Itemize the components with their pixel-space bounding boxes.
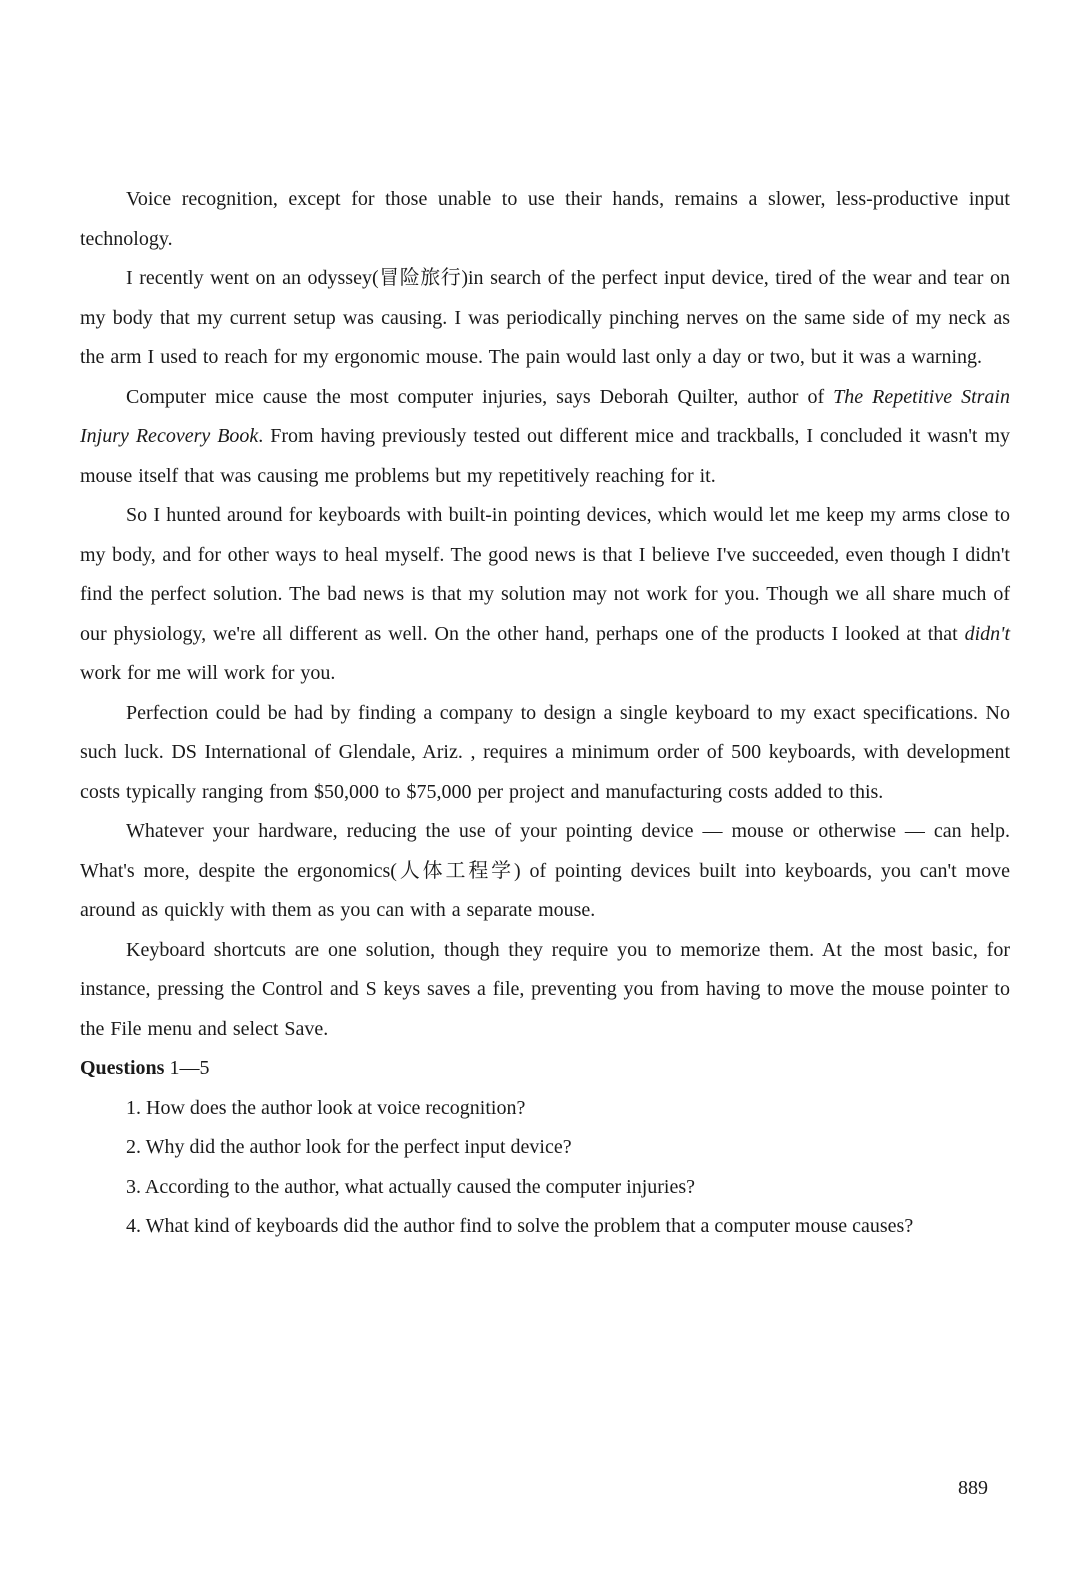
- paragraph-text: Whatever your hardware, reducing the use of your pointing device — mouse or otherwise — can help. What's more, despite the ergonomics(人体工程学) of pointing devices built into keyboards, you can't move around as quickly with them as you can with a separate mouse.: [80, 820, 1010, 921]
- paragraph: [80, 694, 1010, 813]
- questions-range: 1—5: [169, 1057, 210, 1079]
- paragraph-text: Perfection could be had by finding a company to design a single keyboard to my exact specifications. No such luck. DS International of Glendale, Ariz. , requires a minimum order of 500 keyboards, with development costs typically ranging from $50,000 to $75,000 per project and manufacturing costs added to this.: [80, 701, 1010, 803]
- questions-heading: [80, 1049, 1010, 1089]
- paragraph: [80, 259, 1010, 378]
- paragraph-text: . From having previously tested out different mice and trackballs, I concluded it wasn't my mouse itself that was causing me problems but my repetitively reaching for it.: [80, 425, 1011, 487]
- paragraph-text: Keyboard shortcuts are one solution, though they require you to memorize them. At the most basic, for instance, pressing the Control and S keys saves a file, preventing you from having to move the mouse pointer to the File menu and select Save.: [80, 938, 1010, 1040]
- question-item: 3. According to the author, what actually caused the computer injuries?: [126, 1175, 696, 1198]
- paragraph-text: Voice recognition, except for those unable to use their hands, remains a slower, less-productive input technology.: [80, 188, 1010, 250]
- paragraph: [80, 812, 1010, 931]
- questions-list: [80, 1089, 1010, 1247]
- questions-label: Questions: [80, 1057, 165, 1079]
- question-item: 2. Why did the author look for the perfect input device?: [126, 1136, 572, 1158]
- paragraph-text: So I hunted around for keyboards with built-in pointing devices, which would let me keep my arms close to my body, and for other ways to heal myself. The good news is that I believe I've succeeded, even though I didn't find the perfect solution. The bad news is that my solution may not work for you. Though we all share much of our physiology, we're all different as well. On the other hand, perhaps one of the products I looked at that: [80, 504, 1010, 645]
- paragraph-text: Computer mice cause the most computer injuries, says Deborah Quilter, author of: [126, 385, 834, 408]
- paragraph: [80, 931, 1010, 1050]
- italic-text: The Repetitive Strain Injury Recovery Book: [80, 385, 1010, 447]
- paragraph: [80, 180, 1010, 259]
- question-item: 4. What kind of keyboards did the author find to solve the problem that a computer mouse causes?: [126, 1215, 914, 1237]
- paragraph: [80, 496, 1010, 694]
- question-item: 1. How does the author look at voice recognition?: [126, 1096, 526, 1119]
- page-number: 889: [958, 1477, 988, 1499]
- italic-text: didn't: [964, 622, 1010, 645]
- paragraph: [80, 378, 1010, 497]
- document-page: [80, 180, 1010, 1247]
- paragraph-text: I recently went on an odyssey(冒险旅行)in search of the perfect input device, tired of the wear and tear on my body that my current setup was causing. I was periodically pinching nerves on the same side of my neck as the arm I used to reach for my ergonomic mouse. The pain would last only a day or two, but it was a warning.: [80, 267, 1010, 368]
- article-body: [80, 180, 1010, 1049]
- paragraph-text: work for me will work for you.: [80, 662, 336, 684]
